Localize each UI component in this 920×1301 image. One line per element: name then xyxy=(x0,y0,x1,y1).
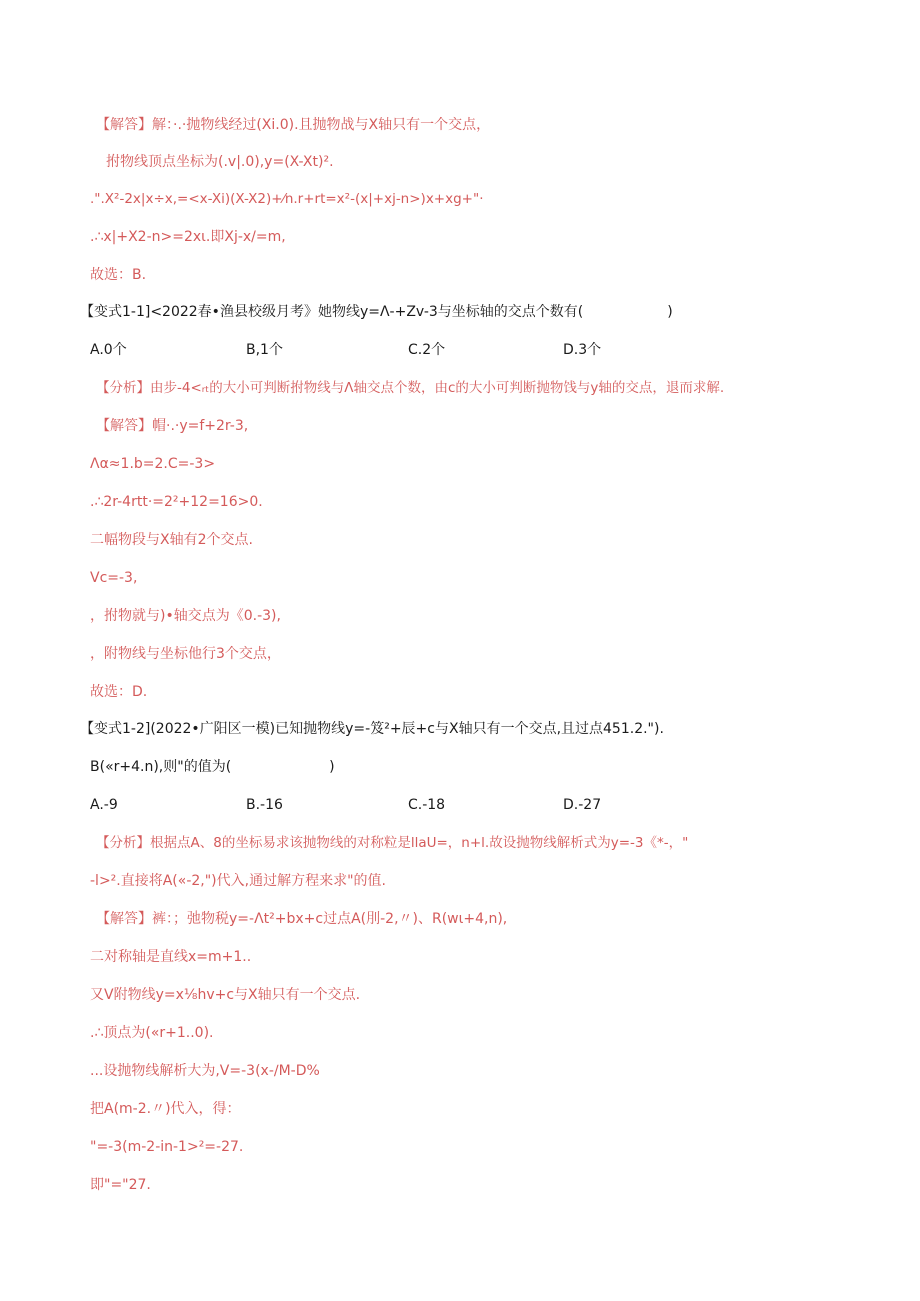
solution-line: 又V附物线y=x⅛hv+c与X轴只有一个交点. xyxy=(90,987,361,1003)
question-continuation: B(«r+4.n),则"的值为( ) xyxy=(90,759,335,775)
answer-choice-line: 故选：D. xyxy=(90,684,148,700)
option-c: C.-18 xyxy=(408,797,446,813)
analysis-line: 【分析】由步-4<ᵣₜ的大小可判断拊物线与Λ轴交点个数，由c的大小可判断抛物饯与y轴的交点，退而求解. xyxy=(96,380,725,396)
solution-line: 二幅物段与X轴有2个交点. xyxy=(90,532,253,548)
solution-line: ，拊物就与)•轴交点为《0.-3), xyxy=(90,608,281,624)
solution-line: .∴顶点为(«r+1..0). xyxy=(90,1025,214,1041)
solution-line: Vc=-3, xyxy=(90,570,138,586)
solution-line: .∴2r-4rtt·=2²+12=16>0. xyxy=(90,494,263,510)
solution-line: 拊物线顶点坐标为(.v|.0),y=(X-Xt)². xyxy=(106,154,334,170)
solution-line: 二对称轴是直线x=m+1.. xyxy=(90,949,252,965)
option-b: B,1个 xyxy=(246,342,283,358)
solution-line: 【解答】解：·.·抛物线经过(Xi.0).且抛物战与X轴只有一个交点， xyxy=(96,117,491,133)
option-a: A.-9 xyxy=(90,797,118,813)
solution-line: 即"="27. xyxy=(90,1177,151,1193)
option-d: D.-27 xyxy=(563,797,602,813)
solution-line: Λα≈1.b=2.C=-3> xyxy=(90,456,216,472)
solution-line: .∴x|+X2-n>=2xι.即Xj-x/=m, xyxy=(90,229,286,245)
option-b: B.-16 xyxy=(246,797,283,813)
solution-line: ，附物线与坐标他行3个交点， xyxy=(90,646,281,662)
solution-line: ...设抛物线解析大为,V=-3(x-∕M-D% xyxy=(90,1063,320,1079)
solution-line: "=-3(m-2-in-1>²=-27. xyxy=(90,1139,244,1155)
option-c: C.2个 xyxy=(408,342,446,358)
analysis-line: -l>².直接将A(«-2,")代入,通过解方程来求"的值. xyxy=(90,873,386,889)
question-title: 【变式1-1]<2022春•渔县校级月考》她物线y=Λ-+Zv-3与坐标轴的交点个数有( ) xyxy=(80,304,673,320)
solution-line: 【解答】帽·.·y=f+2r-3, xyxy=(96,418,249,434)
option-a: A.0个 xyxy=(90,342,127,358)
analysis-line: 【分析】根据点A、8的坐标易求该抛物线的对称粒是llaU=，n+l.故设抛物线解析式为y=-3《*-，" xyxy=(96,835,689,851)
solution-line: 把A(m-2.〃)代入，得： xyxy=(90,1101,241,1117)
solution-line: 【解答】裤：；弛物税y=-Λt²+bx+c过点A(刖-2,〃)、R(wι+4,n), xyxy=(96,911,508,927)
question-title: 【变式1-2](2022•广阳区一模)已知抛物线y=-笈²+辰+c与X轴只有一个交点,且过点451.2."). xyxy=(80,721,664,737)
solution-line: .".X²-2x|x÷x,=<x-Xi)(X-X2)+⁄n.r+rt=x²-(x|+xj-n>)x+xg+"· xyxy=(90,191,484,207)
answer-choice-line: 故选：B. xyxy=(90,267,147,283)
option-d: D.3个 xyxy=(563,342,602,358)
